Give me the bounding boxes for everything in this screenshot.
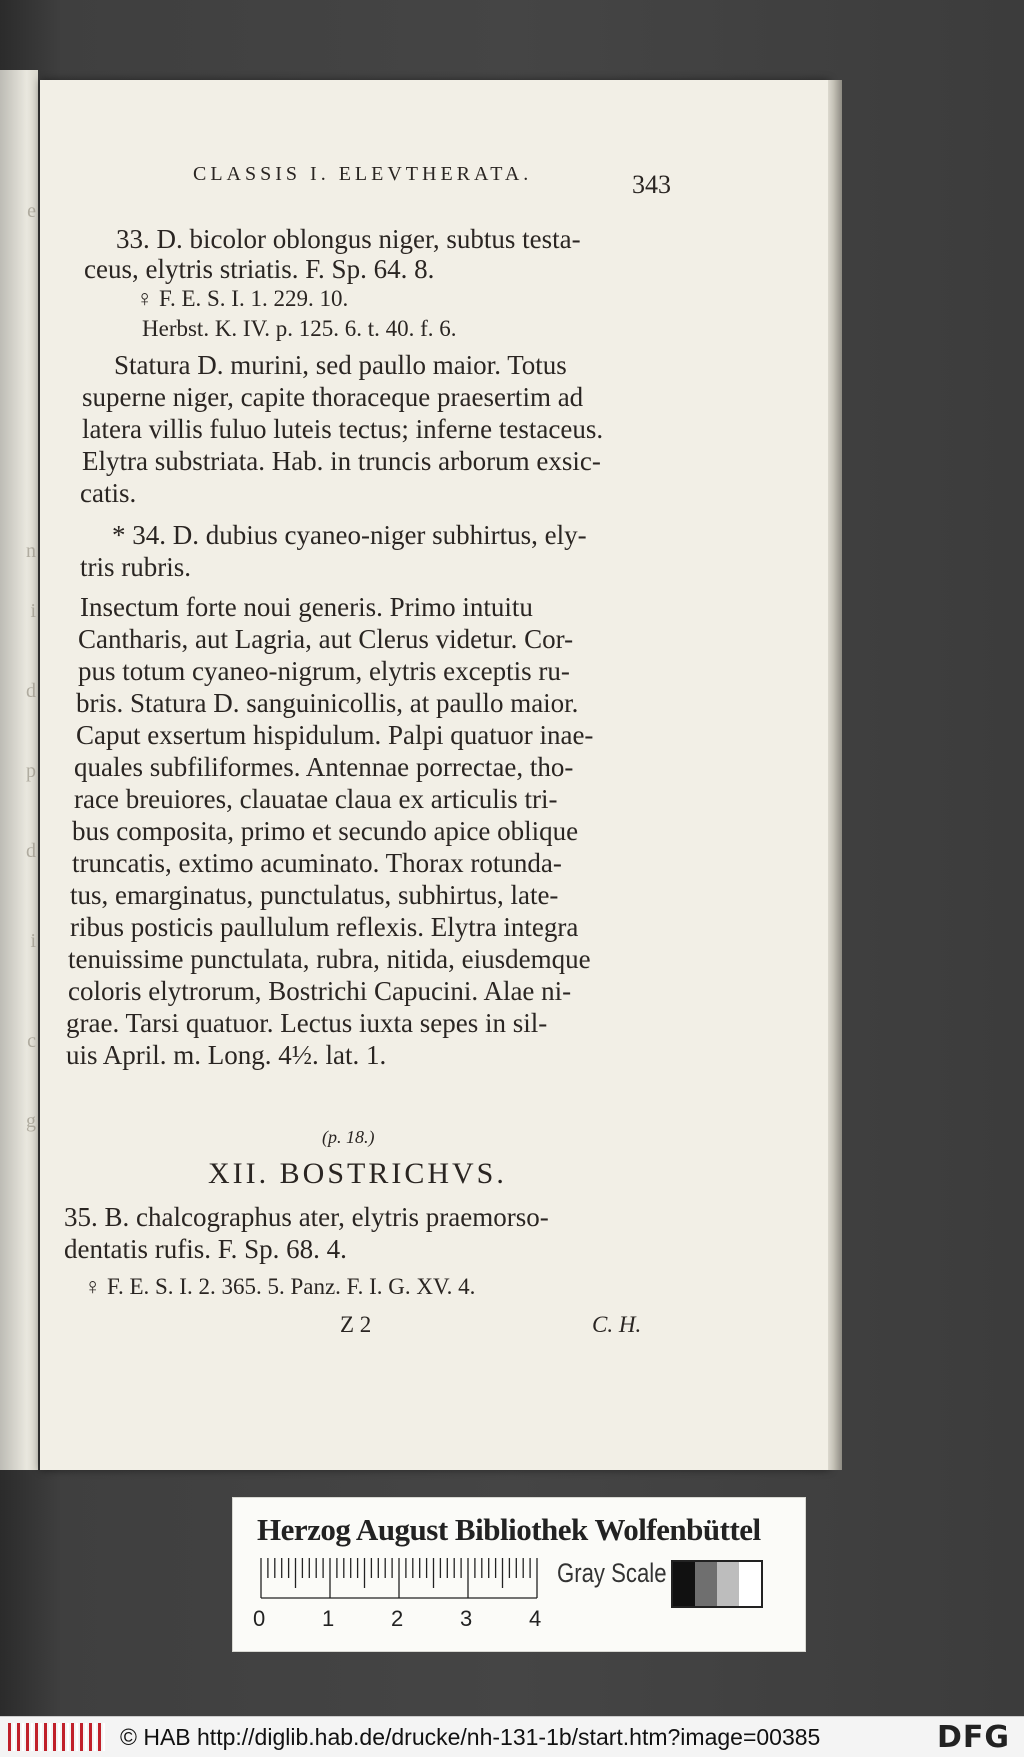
gray-scale-bar <box>671 1560 763 1608</box>
section-reference: (p. 18.) <box>322 1127 375 1147</box>
text-line: bris. Statura D. sanguinicollis, at paullo maior. <box>76 688 579 718</box>
signature-mark: Z 2 <box>340 1312 372 1337</box>
gray-scale-label: Gray Scale <box>557 1558 667 1588</box>
text-line: superne niger, capite thoraceque praesertim ad <box>82 382 584 412</box>
gray-step <box>695 1562 717 1606</box>
text-line: Cantharis, aut Lagria, aut Clerus videtur. Cor- <box>78 624 574 654</box>
text-line: ceus, elytris striatis. F. Sp. 64. 8. <box>84 254 435 284</box>
running-title: CLASSIS I. ELEVTHERATA. <box>193 163 533 185</box>
text-line: race breuiores, clauatae claua ex articulis tri- <box>74 784 558 814</box>
dfg-logo: DFG <box>936 1720 1010 1755</box>
text-line: Statura D. murini, sed paullo maior. Totus <box>114 350 567 380</box>
text-line: coloris elytrorum, Bostrichi Capucini. Alae ni- <box>68 976 572 1006</box>
text-line: Insectum forte noui generis. Primo intuitu <box>80 592 533 622</box>
page-edge <box>828 80 842 1470</box>
text-line: quales subfiliformes. Antennae porrectae, tho- <box>74 752 574 782</box>
text-line: Herbst. K. IV. p. 125. 6. t. 40. f. 6. <box>142 316 457 341</box>
ruler-number: 1 <box>322 1606 335 1631</box>
card-title: Herzog August Bibliothek Wolfenbüttel <box>257 1512 761 1547</box>
text-line: tris rubris. <box>80 552 191 582</box>
text-line: 35. B. chalcographus ater, elytris praemorso- <box>64 1202 549 1232</box>
previous-page-edge: e n i d p d i c g <box>0 70 38 1470</box>
gray-step <box>739 1562 761 1606</box>
ruler-number: 2 <box>391 1606 404 1631</box>
barcode-logo <box>8 1723 105 1751</box>
text-line: latera villis fuluo luteis tectus; inferne testaceus. <box>82 414 604 444</box>
text-line: truncatis, extimo acuminato. Thorax rotunda- <box>72 848 562 878</box>
text-line: grae. Tarsi quatuor. Lectus iuxta sepes in sil- <box>66 1008 548 1038</box>
text-line: ribus posticis paullulum reflexis. Elytra integra <box>70 912 579 942</box>
page-number: 343 <box>632 170 671 199</box>
text-line: bus composita, primo et secundo apice oblique <box>72 816 579 846</box>
section-heading: XII. BOSTRICHVS. <box>208 1157 507 1190</box>
gray-step <box>673 1562 695 1606</box>
text-line: Caput exsertum hispidulum. Palpi quatuor inae- <box>76 720 594 750</box>
footer-source-link[interactable]: © HAB http://diglib.hab.de/drucke/nh-131-1b/start.htm?image=00385 <box>120 1724 821 1750</box>
ruler-number: 4 <box>529 1606 542 1631</box>
text-line: tenuissime punctulata, rubra, nitida, eiusdemque <box>68 944 591 974</box>
text-line: catis. <box>80 478 137 508</box>
text-line: 33. D. bicolor oblongus niger, subtus testa- <box>116 224 581 254</box>
color-reference-card <box>232 1497 806 1652</box>
text-line: tus, emarginatus, punctulatus, subhirtus, late- <box>70 880 559 910</box>
ruler-number: 0 <box>253 1606 266 1631</box>
text-line: pus totum cyaneo-nigrum, elytris exceptis ru- <box>78 656 570 686</box>
text-line: * 34. D. dubius cyaneo-niger subhirtus, ely- <box>112 520 587 550</box>
text-line: uis April. m. Long. 4½. lat. 1. <box>66 1040 387 1070</box>
catchword: C. H. <box>592 1312 642 1337</box>
text-line: dentatis rufis. F. Sp. 68. 4. <box>64 1234 347 1264</box>
text-line: Elytra substriata. Hab. in truncis arborum exsic- <box>82 446 601 476</box>
text-line: ♀ F. E. S. I. 1. 229. 10. <box>136 286 349 311</box>
ruler-scale <box>259 1558 539 1602</box>
ruler-number: 3 <box>460 1606 473 1631</box>
gray-step <box>717 1562 739 1606</box>
text-line: ♀ F. E. S. I. 2. 365. 5. Panz. F. I. G. XV. 4. <box>84 1274 476 1299</box>
footer-bar <box>0 1716 1024 1757</box>
